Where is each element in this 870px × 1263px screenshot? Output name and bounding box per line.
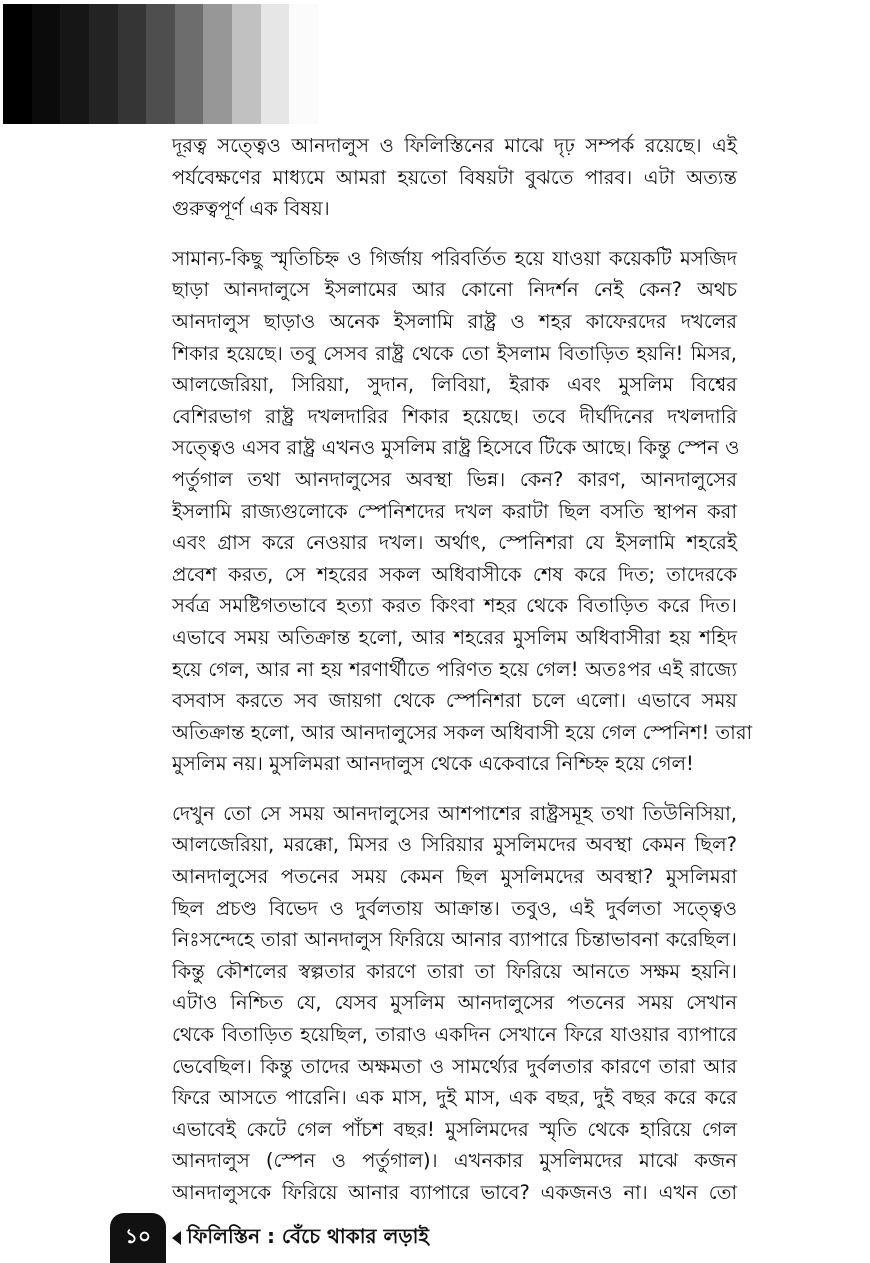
text-line: আনদালুস (স্পেন ও পর্তুগাল)। এখনকার মুসলিমদের মাঝে কজন [172,1149,737,1173]
text-line: মুসলিম নয়। মুসলিমরা আনদালুস থেকে একেবারে নিশ্চিহ্ন হয়ে গেল! [172,752,694,776]
text-line: গুরুত্বপূর্ণ এক বিষয়। [172,197,330,221]
text-line: আলজেরিয়া, সিরিয়া, সুদান, লিবিয়া, ইরাক এবং মুসলিম বিশ্বের [172,373,737,397]
text-line: ইসলামি রাজ্যগুলোকে স্পেনিশদের দখল করাটা ছিল বসতি স্থাপন করা [172,499,737,523]
gray-swatch-10 [261,4,290,124]
text-line: এটাও নিশ্চিত যে, যেসব মুসলিম আনদালুসের পতনের সময় সেখান [172,991,737,1015]
text-line: বসবাস করতে সব জায়গা থেকে স্পেনিশরা চলে এলো। এভাবে সময় [172,689,737,713]
text-line: প্রবেশ করত, সে শহরের সকল অধিবাসীকে শেষ করে দিত; তাদেরকে [172,562,737,586]
text-line: থেকে বিতাড়িত হয়েছিল, তারাও একদিন সেখানে ফিরে যাওয়ার ব্যাপারে [172,1023,737,1047]
page-body [172,130,753,1227]
paragraph-1 [172,130,737,225]
text-line: সত্ত্বেও এসব রাষ্ট্র এখনও মুসলিম রাষ্ট্র হিসেবে টিকে আছে। কিন্তু স্পেন ও [172,436,740,460]
text-line: আলজেরিয়া, মরক্কো, মিসর ও সিরিয়ার মুসলিমদের অবস্থা কেমন ছিল? [172,833,737,857]
text-line: ফিরে আসতে পারেনি। এক মাস, দুই মাস, এক বছর, দুই বছর করে করে [172,1086,737,1110]
text-line: শিকার হয়েছে। তবু সেসব রাষ্ট্র থেকে তো ইসলাম বিতাড়িত হয়নি! মিসর, [172,341,737,365]
text-line: সর্বত্র সমষ্টিগতভাবে হত্যা করত কিংবা শহর থেকে বিতাড়িত করে দিত। [172,594,737,618]
running-title: ফিলিস্তিন : বেঁচে থাকার লড়াই [187,1223,429,1248]
text-line: নিঃসন্দেহে তারা আনদালুস ফিরিয়ে আনার ব্যাপারে চিন্তাভাবনা করেছিল। [172,928,737,952]
text-line: দেখুন তো সে সময় আনদালুসের আশপাশের রাষ্ট্রসমূহ তথা তিউনিসিয়া, [172,801,737,825]
grayscale-calibration-strip [3,4,318,124]
text-line: আনদালুসকে ফিরিয়ে আনার ব্যাপারে ভাবে? একজনও না। এখন তো [172,1181,737,1204]
text-line: ছাড়া আনদালুসে ইসলামের আর কোনো নিদর্শন নেই কেন? অথচ [172,278,737,302]
gray-swatch-5 [118,4,147,124]
text-line: ভেবেছিল। কিন্তু তাদের অক্ষমতা ও সামর্থ্যের দুর্বলতার কারণে তারা আর [172,1054,737,1078]
page-number: ১০ [110,1213,166,1263]
text-line: হয়ে গেল, আর না হয় শরণার্থীতে পরিণত হয়ে গেল! অতঃপর এই রাজ্যে [172,657,737,681]
left-triangle-icon [172,1231,181,1245]
text-line: দূরত্ব সত্ত্বেও আনদালুস ও ফিলিস্তিনের মাঝে দৃঢ় সম্পর্ক রয়েছে। এই [172,134,737,157]
text-line: পর্যবেক্ষণের মাধ্যমে আমরা হয়তো বিষয়টা বুঝতে পারব। এটা অত্যন্ত [172,165,737,189]
gray-swatch-9 [232,4,261,124]
text-line: অতিক্রান্ত হলো, আর আনদালুসের সকল অধিবাসী হয়ে গেল স্পেনিশ! তারা [172,720,753,744]
paragraph-3 [172,798,737,1209]
gray-swatch-11 [289,4,318,124]
gray-swatch-1 [3,4,32,124]
text-line: এভাবে সময় অতিক্রান্ত হলো, আর শহরের মুসলিম অধিবাসীরা হয় শহিদ [172,625,737,649]
text-line: এভাবেই কেটে গেল পাঁচশ বছর! মুসলিমদের স্মৃতি থেকে হারিয়ে গেল [172,1117,737,1141]
text-line: ছিল প্রচণ্ড বিভেদ ও দুর্বলতায় আক্রান্ত। তবুও, এই দুর্বলতা সত্ত্বেও [172,896,737,920]
gray-swatch-7 [175,4,204,124]
text-line: এবং গ্রাস করে নেওয়ার দখল। অর্থাৎ, স্পেনিশরা যে ইসলামি শহরেই [172,531,737,555]
gray-swatch-3 [60,4,89,124]
text-line: সামান্য-কিছু স্মৃতিচিহ্ন ও গির্জায় পরিবর্তিত হয়ে যাওয়া কয়েকটি মসজিদ [172,246,737,270]
text-line: কিন্তু কৌশলের স্বল্পতার কারণে তারা তা ফিরিয়ে আনতে সক্ষম হয়নি। [172,959,737,983]
text-line: বেশিরভাগ রাষ্ট্র দখলদারির শিকার হয়েছে। তবে দীর্ঘদিনের দখলদারি [172,404,737,428]
text-line: পর্তুগাল তথা আনদালুসের অবস্থা ভিন্ন। কেন? কারণ, আনদালুসের [172,467,737,491]
gray-swatch-4 [89,4,118,124]
gray-swatch-8 [203,4,232,124]
gray-swatch-2 [32,4,61,124]
text-line: আনদালুসের পতনের সময় কেমন ছিল মুসলিমদের অবস্থা? মুসলিমরা [172,865,737,889]
text-line: আনদালুস ছাড়াও অনেক ইসলামি রাষ্ট্র ও শহর কাফেরদের দখলের [172,309,737,333]
page-footer [110,1213,429,1263]
paragraph-2 [172,243,753,780]
gray-swatch-6 [146,4,175,124]
